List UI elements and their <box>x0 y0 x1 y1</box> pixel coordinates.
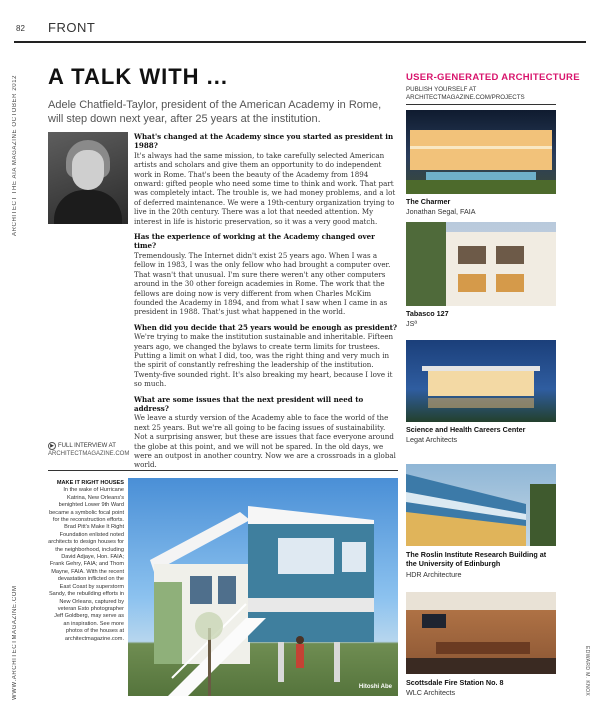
tree-canopy <box>195 612 223 640</box>
vertical-folio-right: EDWARD M. KNOX <box>584 646 590 697</box>
article-headline: A TALK WITH ... <box>48 64 228 89</box>
answer-1: It's always had the same mission, to take carefully selected American artists and scholars and give them an opportunity to do independent work in Rome. That's been the beauty of the Academy from 1894 onward: gifted people who need some time to think and work. That part was completely intact. The trouble is, we had money problems, and a lot of deferred maintenance. We were a 19th-century organization trying to live in the 20th century. There was a lot that needed attention. My interest in life is historic preservation, so it was a very good match. <box>134 150 396 226</box>
question-1: What's changed at the Academy since you started as president in 1988? <box>134 132 394 151</box>
project-5-floor <box>406 658 556 674</box>
sidebar-subheading <box>406 86 525 102</box>
page-number: 82 <box>16 24 25 33</box>
full-interview-label: FULL INTERVIEW AT <box>58 443 116 449</box>
project-2-window-1 <box>458 246 486 264</box>
sidebar-rule <box>406 104 556 105</box>
project-5-screen <box>422 614 446 628</box>
house-right-window <box>278 538 334 574</box>
person <box>296 644 304 668</box>
project-5-table <box>436 642 530 654</box>
house-photo <box>128 478 398 696</box>
person-head <box>296 636 304 644</box>
house-left-window-2 <box>218 576 236 604</box>
article-dek: Adele Chatfield-Taylor, president of the American Academy in Rome, will step down next year, after 25 years at the institution. <box>48 99 382 125</box>
sidebar-sub-line2[interactable]: ARCHITECTMAGAZINE.COM/PROJECTS <box>406 94 525 101</box>
project-firm-5: WLC Architects <box>406 688 456 697</box>
project-1-building <box>410 130 552 170</box>
project-3-roof <box>422 366 540 371</box>
vertical-folio-bottom: WWW.ARCHITECTMAGAZINE.COM <box>12 585 18 700</box>
project-1-illustration <box>406 110 556 194</box>
full-interview-url[interactable]: ARCHITECTMAGAZINE.COM <box>48 451 130 457</box>
section-label: FRONT <box>48 20 96 35</box>
project-image-3[interactable] <box>406 340 556 422</box>
project-firm-4: HDR Architecture <box>406 570 462 579</box>
project-image-1[interactable] <box>406 110 556 194</box>
project-5-illustration <box>406 592 556 674</box>
question-2: Has the experience of working at the Academy changed over time? <box>134 232 375 251</box>
house-left-window <box>190 576 212 604</box>
question-4: What are some issues that the next president will need to address? <box>134 394 364 413</box>
pier-2 <box>334 642 340 682</box>
sidebar-sub-line1: PUBLISH YOURSELF AT <box>406 86 477 93</box>
sidebar-heading: USER-GENERATED ARCHITECTURE <box>406 72 580 83</box>
project-2-building <box>446 232 556 306</box>
full-interview-link[interactable] <box>48 442 130 458</box>
project-1-lawn <box>406 180 556 194</box>
answer-2: Tremendously. The Internet didn't exist 25 years ago. When I was a fellow in 1983, I was the only fellow who had brought a computer over. That wasn't that unusual. I'm sure there weren't any other computers around in the 30 other foreign academies in Rome. The work that the fellows are doing now is very different from when Charles McKim founded the Academy in 1894, and from what I saw when I came in as president in 1988. That's just what happened in the world. <box>134 250 391 317</box>
project-firm-3: Legat Architects <box>406 435 458 444</box>
project-3-reflection <box>428 398 534 408</box>
project-image-4[interactable] <box>406 464 556 546</box>
project-name-1[interactable]: The Charmer <box>406 197 451 206</box>
project-name-4[interactable]: The Roslin Institute Research Building at the University of Edinburgh <box>406 550 547 568</box>
project-2-window-3 <box>458 274 486 292</box>
project-firm-1: Jonathan Segal, FAIA <box>406 207 476 216</box>
arrow-circle-icon: ▶ <box>48 442 56 450</box>
project-name-2[interactable]: Tabasco 127 <box>406 309 449 318</box>
project-1-pool <box>426 172 536 180</box>
project-2-tree <box>406 222 446 306</box>
project-firm-2: JSª <box>406 319 418 328</box>
mid-rule <box>48 470 398 471</box>
caption-heading: MAKE IT RIGHT HOUSES <box>56 480 124 486</box>
project-image-2[interactable] <box>406 222 556 306</box>
project-2-window-4 <box>496 274 524 292</box>
project-2-illustration <box>406 222 556 306</box>
project-4-tree <box>530 484 556 546</box>
project-2-window-2 <box>496 246 524 264</box>
project-name-3[interactable]: Science and Health Careers Center <box>406 425 526 434</box>
project-4-illustration <box>406 464 556 546</box>
feature-caption <box>48 480 124 643</box>
portrait-photo <box>48 132 128 224</box>
project-image-5[interactable] <box>406 592 556 674</box>
house-porch <box>248 598 374 612</box>
house-illustration <box>128 478 398 696</box>
project-3-building <box>428 370 534 396</box>
house-right-window-2 <box>342 542 366 572</box>
project-1-floor <box>410 146 552 149</box>
vertical-folio-top: ARCHITECT THE AIA MAGAZINE OCTOBER 2012 <box>12 74 18 236</box>
portrait-face <box>72 150 104 190</box>
answer-3: We're trying to make the institution sustainable and inheritable. Fifteen years ago, we changed the bylaws to create term limits for trustees. Putting a limit on what I did, too, was the right thing and very much in the spirit of constantly refreshing the leadership of the institution. Twenty-five sounded right. It's also breaking my heart, because I love it so much. <box>134 332 394 389</box>
house-left-green-siding <box>154 582 182 664</box>
photo-credit: Hitoshi Abe <box>358 684 392 690</box>
project-3-illustration <box>406 340 556 422</box>
answer-4: We leave a sturdy version of the Academy able to face the world of the next 25 years. But we're all going to be facing issues of sustainability. Not a surprising answer, but these are issues that face everyone around the globe at this point, and we will not be spared. In the old days, we were an outpost in another country. Now we are a crossroads in a global world. <box>134 413 396 470</box>
project-name-5[interactable]: Scottsdale Fire Station No. 8 <box>406 678 504 687</box>
pier-1 <box>278 642 284 682</box>
caption-body: In the wake of Hurricane Katrina, New Orleans's benighted Lower 9th Ward became a symbolic focal point for the reconstruction efforts. Brad Pitt's Make It Right Foundation enlisted noted architects to design houses for the neighborhood, including David Adjaye, Hon. FAIA; Frank Gehry, FAIA; and Thom Mayne, FAIA. With the recent devastation inflicted on the East Coast by superstorm Sandy, the rebuilding efforts in New Orleans, captured by veteran Esto photographer Jeff Goldberg, may serve as an inspiration. See more photos of the houses at architectmagazine.com. <box>48 487 124 642</box>
interview-body <box>134 132 398 470</box>
top-rule <box>14 41 586 43</box>
project-5-ceiling <box>406 592 556 610</box>
portrait-shoulders <box>54 190 122 224</box>
question-3: When did you decide that 25 years would be enough as president? <box>134 322 398 332</box>
house-left-roof <box>150 512 250 572</box>
